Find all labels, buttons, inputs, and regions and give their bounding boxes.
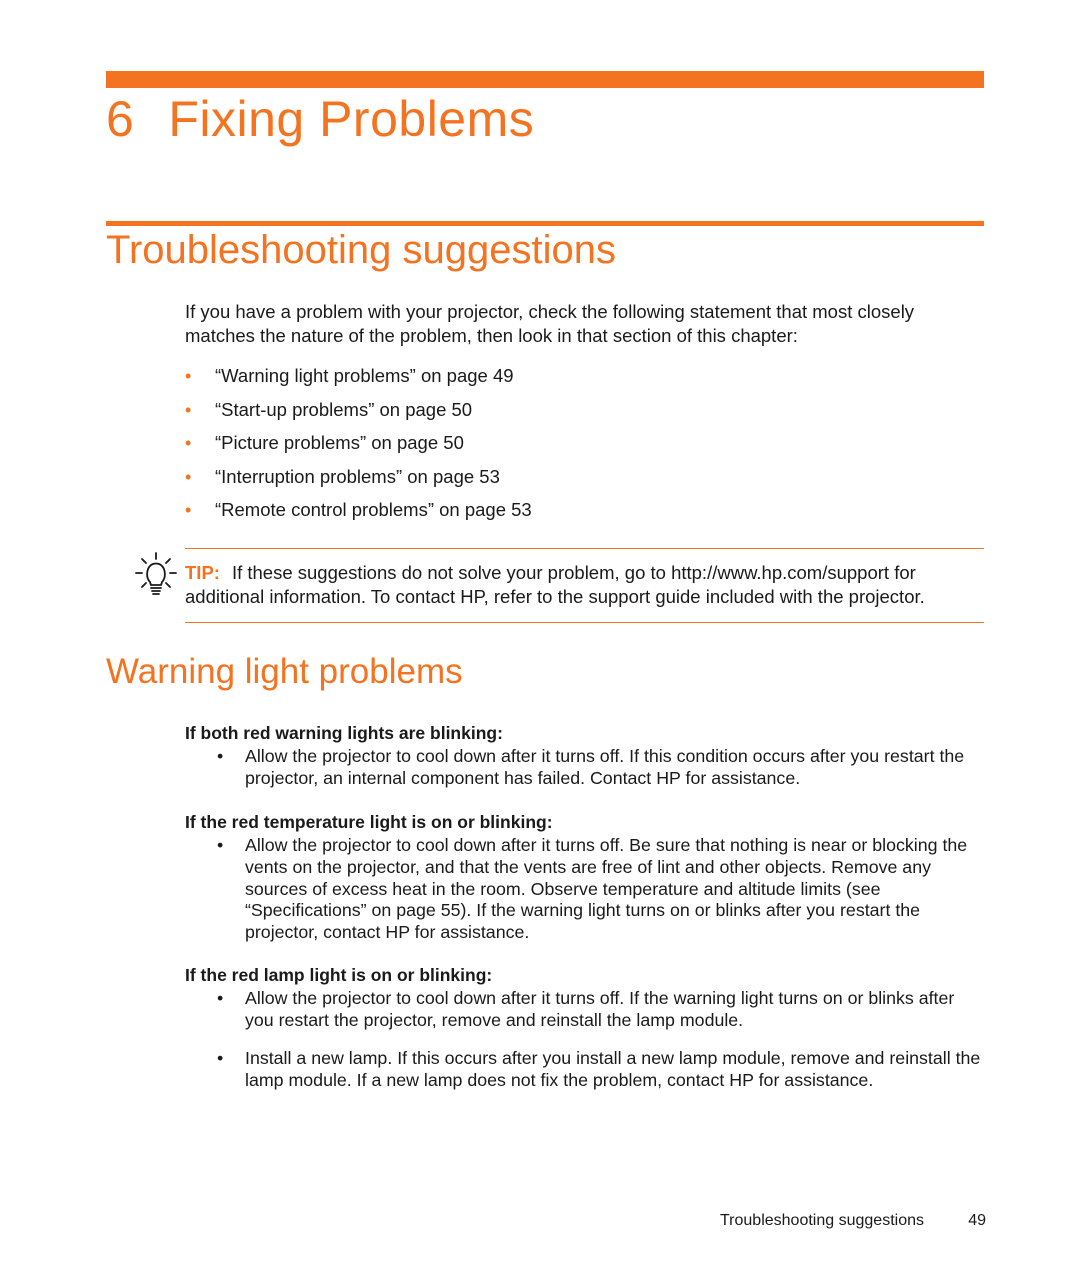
condition-bullet: [217, 746, 987, 790]
list-item[interactable]: [185, 429, 532, 463]
bullet-glyph: •: [217, 988, 224, 1008]
link-text[interactable]: “Interruption problems” on page 53: [215, 465, 500, 487]
link-text[interactable]: “Start-up problems” on page 50: [215, 398, 473, 420]
page-number: 49: [968, 1212, 986, 1229]
tip-body: If these suggestions do not solve your problem, go to http://www.hp.com/support for additional information. To contact HP, refer to the support guide included with the projector.: [185, 562, 925, 607]
section-link-list: [185, 362, 532, 530]
bullet-text: Allow the projector to cool down after it turns off. If the warning light turns on or blinks after you restart the projector, remove and reinstall the lamp module.: [245, 988, 955, 1030]
list-item[interactable]: [185, 396, 532, 430]
chapter-rule: [106, 71, 984, 88]
bullet-glyph: •: [217, 746, 224, 766]
warning-section-title: Warning light problems: [106, 652, 463, 691]
section-title: Troubleshooting suggestions: [106, 228, 616, 272]
condition-bullet: [217, 835, 987, 944]
bullet-dot: •: [185, 466, 192, 487]
list-item[interactable]: [185, 463, 532, 497]
bullet-dot: •: [185, 500, 192, 520]
bullet-glyph: •: [217, 835, 224, 855]
bullet-dot: •: [185, 399, 192, 420]
bullet-glyph: •: [217, 1048, 224, 1068]
tip-rule-bottom: [185, 622, 984, 623]
chapter-number: 6: [106, 91, 135, 147]
bullet-dot: •: [185, 366, 192, 386]
link-text[interactable]: “Picture problems” on page 50: [215, 432, 464, 453]
bullet-dot: •: [185, 433, 192, 453]
bullet-text: Install a new lamp. If this occurs after you install a new lamp module, remove and reinstall the lamp module. If a new lamp does not fix the problem, contact HP for assistance.: [245, 1048, 981, 1090]
condition-bullet: [217, 988, 987, 1032]
tip-text: [185, 561, 985, 609]
bullet-text: Allow the projector to cool down after it turns off. Be sure that nothing is near or blocking the vents on the projector, and that the vents are free of lint and other objects. Remove any sources of excess heat in the room. Observe temperature and altitude limits (see “Specifications” on page 55). If the warning light turns on or blinks after you restart the projector, contact HP for assistance.: [245, 835, 968, 943]
link-text[interactable]: “Warning light problems” on page 49: [215, 365, 514, 386]
chapter-title: [106, 90, 534, 148]
list-item[interactable]: [185, 496, 532, 530]
condition-heading: If the red lamp light is on or blinking:: [185, 965, 493, 985]
link-text[interactable]: “Remote control problems” on page 53: [215, 499, 532, 520]
list-item[interactable]: [185, 362, 532, 396]
condition-bullet: [217, 1048, 987, 1092]
section-rule: [106, 221, 984, 226]
tip-label: TIP:: [185, 562, 220, 583]
bullet-text: Allow the projector to cool down after it turns off. If this condition occurs after you restart the projector, an internal component has failed. Contact HP for assistance.: [245, 746, 965, 788]
condition-heading: If the red temperature light is on or blinking:: [185, 812, 553, 832]
condition-heading: If both red warning lights are blinking:: [185, 723, 503, 743]
tip-rule-top: [185, 548, 984, 549]
footer-section: Troubleshooting suggestions: [720, 1212, 924, 1229]
lightbulb-icon: [134, 551, 178, 601]
page-footer: [720, 1212, 986, 1230]
intro-paragraph: If you have a problem with your projector, check the following statement that most closely matches the nature of the problem, then look in that section of this chapter:: [185, 301, 915, 346]
chapter-title-text: Fixing Problems: [168, 91, 535, 147]
